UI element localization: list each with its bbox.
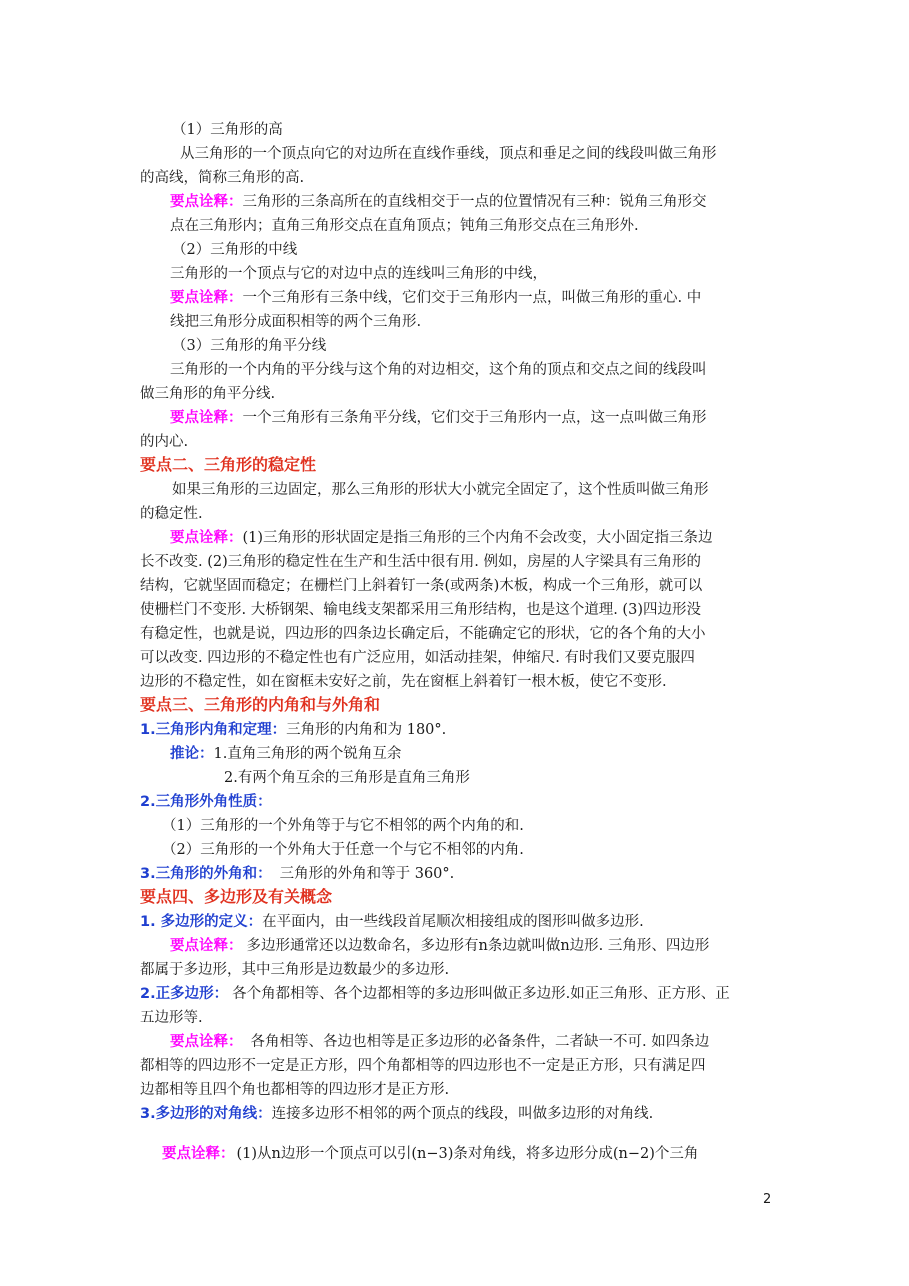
paragraph-line: 的高线，简称三角形的高. [140, 170, 305, 186]
paragraph-line: 使栅栏门不变形. 大桥钢架、输电线支架都采用三角形结构，也是这个道理. (3)四边形没 [140, 602, 701, 618]
theorem-label: 1.三角形内角和定理： [140, 722, 287, 738]
section-heading-stability: 要点二、三角形的稳定性 [140, 455, 317, 474]
paragraph-line [162, 1143, 698, 1165]
paragraph-line: 长不改变. (2)三角形的稳定性在生产和生活中很有用. 例如，房屋的人字梁具有三角形的 [140, 554, 701, 570]
subheading-altitude: （1）三角形的高 [172, 122, 283, 138]
paragraph-line [170, 287, 701, 309]
key-note-label: 要点诠释： [170, 1034, 243, 1050]
property-label: 3.三角形的外角和： [140, 866, 272, 882]
paragraph-line [170, 743, 401, 765]
paragraph-line: 三角形的一个内角的平分线与这个角的对边相交，这个角的顶点和交点之间的线段叫 [170, 362, 707, 378]
paragraph-line: 都属于多边形，其中三角形是边数最少的多边形. [140, 962, 450, 978]
paragraph-line: 线把三角形分成面积相等的两个三角形. [170, 314, 422, 330]
paragraph-line: 结构，它就坚固而稳定；在栅栏门上斜着钉一条(或两条)木板，构成一个三角形，就可以 [140, 578, 703, 594]
paragraph-line [170, 527, 713, 549]
subheading-median: （2）三角形的中线 [172, 242, 298, 258]
note-text: (1)从n边形一个顶点可以引(n−3)条对角线，将多边形分成(n−2)个三角 [236, 1146, 699, 1162]
paragraph-line: 有稳定性，也就是说，四边形的四条边长确定后，不能确定它的形状，它的各个角的大小 [140, 626, 706, 642]
paragraph-line: 如果三角形的三边固定，那么三角形的形状大小就完全固定了，这个性质叫做三角形 [172, 482, 709, 498]
section-heading-polygons: 要点四、多边形及有关概念 [140, 887, 333, 906]
definition-text: 在平面内，由一些线段首尾顺次相接组成的图形叫做多边形. [262, 914, 644, 930]
note-text: 多边形通常还以边数命名，多边形有n条边就叫做n边形. 三角形、四边形 [246, 938, 710, 954]
paragraph-line: 三角形的一个顶点与它的对边中点的连线叫三角形的中线， [170, 266, 547, 282]
paragraph-line: 从三角形的一个顶点向它的对边所在直线作垂线，顶点和垂足之间的线段叫做三角形 [180, 146, 717, 162]
property-text: 三角形的外角和等于 360°. [279, 866, 455, 882]
key-note-label: 要点诠释： [170, 194, 243, 210]
note-text: 一个三角形有三条角平分线，它们交于三角形内一点，这一点叫做三角形 [242, 410, 707, 426]
page-number: 2 [763, 1192, 772, 1207]
definition-text: 各个角都相等、各个边都相等的多边形叫做正多边形.如正三角形、正方形、正 [232, 986, 730, 1002]
paragraph-line [140, 719, 446, 741]
key-note-label: 要点诠释： [162, 1146, 235, 1162]
paragraph-line: 点在三角形内；直角三角形交点在直角顶点；钝角三角形交点在三角形外. [170, 218, 639, 234]
paragraph-line [170, 407, 707, 429]
note-text: 三角形的三条高所在的直线相交于一点的位置情况有三种：锐角三角形交 [242, 194, 707, 210]
paragraph-line: 的稳定性. [140, 506, 203, 522]
paragraph-line [140, 911, 644, 933]
key-note-label: 要点诠释： [170, 530, 243, 546]
theorem-text: 三角形的内角和为 180°. [286, 722, 447, 738]
paragraph-line: 2.有两个角互余的三角形是直角三角形 [224, 770, 470, 786]
paragraph-line [170, 1031, 709, 1053]
paragraph-line: （2）三角形的一个外角大于任意一个与它不相邻的内角. [162, 842, 524, 858]
key-note-label: 要点诠释： [170, 290, 243, 306]
paragraph-line [170, 191, 707, 213]
key-note-label: 要点诠释： [170, 410, 243, 426]
definition-label: 2.正多边形： [140, 986, 229, 1002]
definition-label: 1. 多边形的定义： [140, 914, 263, 930]
key-note-label: 要点诠释： [170, 938, 243, 954]
definition-label: 3.多边形的对角线： [140, 1106, 272, 1122]
paragraph-line [140, 1103, 653, 1125]
note-text: 一个三角形有三条中线，它们交于三角形内一点，叫做三角形的重心. 中 [242, 290, 702, 306]
paragraph-line: 可以改变. 四边形的不稳定性也有广泛应用，如活动挂架，伸缩尺. 有时我们又要克服四 [140, 650, 695, 666]
subheading-angle-bisector: （3）三角形的角平分线 [172, 338, 327, 354]
paragraph-line [140, 791, 272, 813]
paragraph-line [170, 935, 709, 957]
paragraph-line [140, 863, 454, 885]
paragraph-line: 边都相等且四个角也都相等的四边形才是正方形. [140, 1082, 450, 1098]
paragraph-line: 五边形等. [140, 1010, 203, 1026]
paragraph-line [140, 983, 730, 1005]
paragraph-line: （1）三角形的一个外角等于与它不相邻的两个内角的和. [162, 818, 524, 834]
paragraph-line: 都相等的四边形不一定是正方形，四个角都相等的四边形也不一定是正方形，只有满足四 [140, 1058, 706, 1074]
note-text: 各角相等、各边也相等是正多边形的必备条件，二者缺一不可. 如四条边 [250, 1034, 710, 1050]
definition-text: 连接多边形不相邻的两个顶点的线段，叫做多边形的对角线. [271, 1106, 654, 1122]
section-heading-angle-sum: 要点三、三角形的内角和与外角和 [140, 695, 381, 714]
corollary-text: 1.直角三角形的两个锐角互余 [213, 746, 402, 762]
paragraph-line: 做三角形的角平分线. [140, 386, 276, 402]
paragraph-line: 边形的不稳定性，如在窗框未安好之前，先在窗框上斜着钉一根木板，使它不变形. [140, 674, 667, 690]
note-text: (1)三角形的形状固定是指三角形的三个内角不会改变，大小固定指三条边 [242, 530, 713, 546]
corollary-label: 推论： [170, 746, 214, 762]
property-label: 2.三角形外角性质： [140, 794, 272, 810]
paragraph-line: 的内心. [140, 434, 189, 450]
